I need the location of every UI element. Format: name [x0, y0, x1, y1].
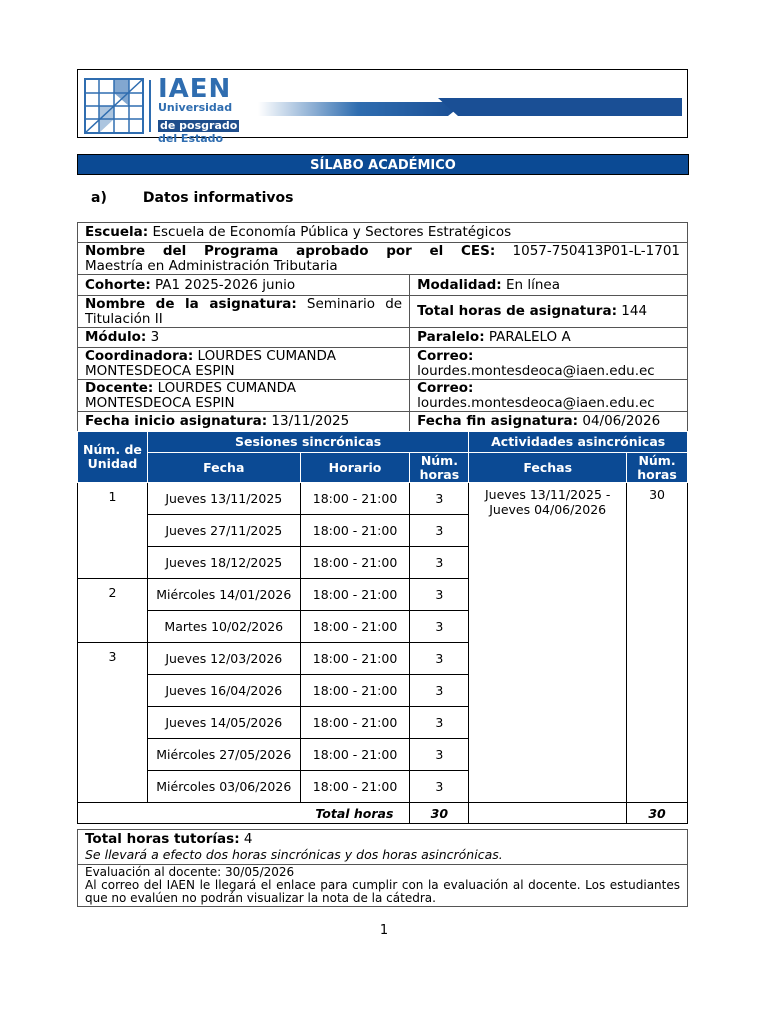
correo2-cell [410, 380, 688, 412]
schedule-table [77, 431, 688, 824]
session-horario: 18:00 - 21:00 [300, 707, 410, 739]
session-fecha: Miércoles 27/05/2026 [147, 739, 300, 771]
section-heading [91, 190, 293, 206]
programa-cell [78, 243, 688, 275]
total-horas-cell [410, 296, 688, 328]
programa-label: Nombre del Programa aprobado por el CES: [85, 242, 496, 259]
page-number: 1 [379, 923, 389, 938]
coordinadora-value-a: LOURDES CUMANDA [197, 347, 336, 364]
session-horas: 3 [410, 675, 469, 707]
asignatura-line [85, 297, 402, 312]
async-horas: 30 [627, 483, 688, 803]
session-fecha: Jueves 18/12/2025 [147, 547, 300, 579]
session-horas: 3 [410, 771, 469, 803]
header-fechas: Fechas [469, 453, 627, 483]
paralelo-label: Paralelo: [417, 329, 485, 345]
total-horas-value: 144 [621, 303, 648, 319]
footer-table [77, 829, 688, 907]
correo-cell [410, 348, 688, 380]
modalidad-cell [410, 275, 688, 296]
logo-line2: de posgrado [160, 119, 238, 132]
modulo-label: Módulo: [85, 329, 147, 345]
session-fecha: Miércoles 14/01/2026 [147, 579, 300, 611]
session-horario: 18:00 - 21:00 [300, 515, 410, 547]
cohorte-cell [78, 275, 410, 296]
unit-number: 3 [78, 643, 148, 803]
escuela-label: Escuela: [85, 224, 149, 240]
modalidad-label: Modalidad: [417, 276, 502, 293]
coordinadora-label: Coordinadora: [85, 347, 194, 364]
session-horario: 18:00 - 21:00 [300, 547, 410, 579]
fin-value: 04/06/2026 [582, 413, 661, 429]
header-unidad: Núm. de Unidad [78, 432, 148, 483]
table-row [78, 483, 688, 515]
iaen-logo-icon [84, 78, 156, 134]
fin-label: Fecha fin asignatura: [417, 413, 579, 429]
evaluacion-text: Al correo del IAEN le llegará el enlace para cumplir con la evaluación al docente. Los estudiantes que no evalúen no podrán visualizar la nota de la cátedra. [85, 878, 680, 905]
docente-label: Docente: [85, 379, 154, 396]
session-horas: 3 [410, 547, 469, 579]
logo-line1: Universidad [158, 101, 233, 114]
session-fecha: Jueves 16/04/2026 [147, 675, 300, 707]
total-horas-label: Total horas de asignatura: [417, 303, 617, 319]
cohorte-label: Cohorte: [85, 276, 151, 293]
session-fecha: Miércoles 03/06/2026 [147, 771, 300, 803]
logo-name: IAEN [158, 74, 232, 104]
session-fecha: Jueves 27/11/2025 [147, 515, 300, 547]
evaluacion-cell [78, 865, 688, 907]
fin-cell [410, 412, 688, 432]
correo-label: Correo: [417, 347, 474, 364]
session-horario: 18:00 - 21:00 [300, 771, 410, 803]
total-empty [469, 803, 627, 824]
session-fecha: Jueves 13/11/2025 [147, 483, 300, 515]
session-horario: 18:00 - 21:00 [300, 611, 410, 643]
correo2-label: Correo: [417, 379, 474, 396]
header-horario: Horario [300, 453, 410, 483]
escuela-cell [78, 223, 688, 243]
async-fechas [469, 483, 627, 803]
session-horario: 18:00 - 21:00 [300, 483, 410, 515]
session-fecha: Martes 10/02/2026 [147, 611, 300, 643]
session-horas: 3 [410, 611, 469, 643]
async-fechas-end: Jueves 04/06/2026 [489, 502, 607, 517]
programa-code: 1057-750413P01-L-1701 [512, 242, 680, 259]
header-horas-async: Núm. horas [627, 453, 688, 483]
docente-value-b: MONTESDEOCA ESPIN [85, 394, 235, 411]
asignatura-value-b: Titulación II [85, 310, 163, 327]
escuela-value: Escuela de Economía Pública y Sectores Estratégicos [152, 224, 512, 240]
header-asincronicas: Actividades asincrónicas [469, 432, 688, 453]
section-title: Datos informativos [142, 190, 294, 206]
unit-number: 1 [78, 483, 148, 579]
inicio-value: 13/11/2025 [271, 413, 350, 429]
session-horas: 3 [410, 643, 469, 675]
header-horas: Núm. horas [410, 453, 469, 483]
session-horas: 3 [410, 739, 469, 771]
coordinadora-value-b: MONTESDEOCA ESPIN [85, 362, 235, 379]
asignatura-label: Nombre de la asignatura: [85, 295, 297, 312]
inicio-label: Fecha inicio asignatura: [85, 413, 268, 429]
session-horas: 3 [410, 515, 469, 547]
docente-value-a: LOURDES CUMANDA [157, 379, 296, 396]
total-asinc: 30 [627, 803, 688, 824]
cohorte-value: PA1 2025-2026 junio [155, 276, 296, 293]
correo2-value[interactable]: lourdes.montesdeoca@iaen.edu.ec [417, 394, 655, 411]
modalidad-value: En línea [505, 276, 560, 293]
session-horario: 18:00 - 21:00 [300, 643, 410, 675]
tutorias-value: 4 [243, 831, 253, 847]
paralelo-cell [410, 328, 688, 348]
session-fecha: Jueves 12/03/2026 [147, 643, 300, 675]
document-title: SÍLABO ACADÉMICO [77, 154, 689, 175]
asignatura-cell [78, 296, 410, 328]
total-row [78, 803, 688, 824]
modulo-cell [78, 328, 410, 348]
evaluacion-date: Evaluación al docente: 30/05/2026 [85, 865, 295, 879]
tutorias-cell [78, 830, 688, 865]
session-fecha: Jueves 14/05/2026 [147, 707, 300, 739]
correo-value[interactable]: lourdes.montesdeoca@iaen.edu.ec [417, 362, 655, 379]
programa-line [85, 244, 680, 259]
unit-number: 2 [78, 579, 148, 643]
logo-text [158, 76, 239, 145]
header-sincronicas: Sesiones sincrónicas [147, 432, 468, 453]
session-horas: 3 [410, 579, 469, 611]
section-label: a) [91, 190, 107, 206]
header-box [77, 69, 688, 145]
docente-cell [78, 380, 410, 412]
total-sinc: 30 [410, 803, 469, 824]
total-label: Total horas [78, 803, 410, 824]
header-band [258, 98, 682, 116]
tutorias-label: Total horas tutorías: [85, 831, 240, 847]
modulo-value: 3 [150, 329, 160, 345]
session-horario: 18:00 - 21:00 [300, 739, 410, 771]
programa-value: Maestría en Administración Tributaria [85, 257, 338, 274]
header-fecha: Fecha [147, 453, 300, 483]
inicio-cell [78, 412, 410, 432]
async-fechas-start: Jueves 13/11/2025 - [484, 487, 611, 502]
session-horas: 3 [410, 707, 469, 739]
asignatura-value-a: Seminario de [306, 295, 403, 312]
session-horas: 3 [410, 483, 469, 515]
tutorias-note: Se llevará a efecto dos horas sincrónicas y dos horas asincrónicas. [85, 847, 503, 862]
paralelo-value: PARALELO A [488, 329, 571, 345]
session-horario: 18:00 - 21:00 [300, 675, 410, 707]
coordinadora-cell [78, 348, 410, 380]
info-table [77, 222, 688, 432]
session-horario: 18:00 - 21:00 [300, 579, 410, 611]
logo-line3: del Estado [158, 132, 224, 145]
